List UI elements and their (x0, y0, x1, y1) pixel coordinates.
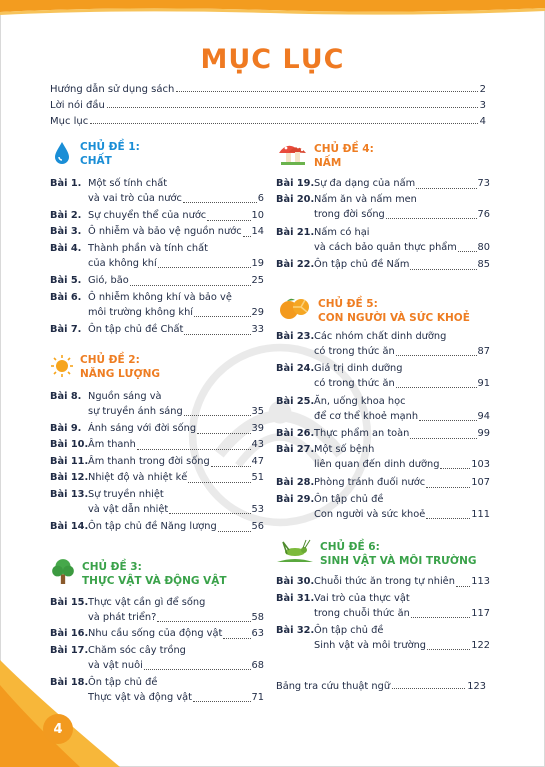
tree-icon (50, 556, 76, 586)
leader-dots (386, 217, 477, 219)
lesson-title: Giá trị dinh dưỡng (314, 363, 403, 374)
topic-heading-5[interactable] (276, 295, 470, 325)
front-matter-item[interactable] (50, 100, 486, 111)
leader-dots (194, 315, 251, 317)
leader-dots (169, 512, 250, 514)
lesson-number: Bài 11. (50, 456, 89, 467)
leader-dots (410, 437, 476, 439)
lesson-number: Bài 7. (50, 324, 82, 335)
leader-dots (426, 517, 470, 519)
lesson-title: Nấm ăn và nấm men (314, 194, 417, 205)
leader-dots (410, 268, 476, 270)
lesson-title-cont: sự truyền ánh sáng (88, 405, 183, 417)
lesson-entry[interactable] (276, 226, 490, 255)
lesson-page: 51 (251, 472, 264, 483)
lesson-number: Bài 24. (276, 363, 315, 374)
lesson-page: 87 (477, 345, 490, 357)
water-drop-icon (50, 140, 74, 166)
lesson-entry[interactable] (276, 476, 490, 491)
leader-dots (184, 333, 250, 335)
lesson-title: Thành phần và tính chất (88, 243, 208, 254)
topic-number: CHỦ ĐỀ 5: (318, 298, 378, 310)
lesson-page: 76 (477, 208, 490, 220)
lesson-title-cont: liên quan đến dinh dưỡng (314, 458, 440, 470)
lesson-number: Bài 5. (50, 275, 82, 286)
lesson-title: Ôn tập chủ đề (314, 494, 384, 505)
lesson-title-cont: và vai trò của nước (88, 192, 182, 204)
lesson-entry[interactable] (50, 390, 264, 419)
lesson-entry[interactable] (50, 242, 264, 271)
lesson-title: Thực phẩm an toàn (314, 428, 410, 439)
lesson-title-cont: và vật dẫn nhiệt (88, 503, 169, 515)
front-matter-page: 3 (479, 100, 486, 111)
lesson-title: Sự truyền nhiệt (88, 489, 164, 500)
lesson-title: Chăm sóc cây trồng (88, 645, 186, 656)
lesson-page: 73 (477, 178, 490, 189)
lesson-number: Bài 6. (50, 292, 82, 303)
lesson-title: Một số tính chất (88, 178, 168, 189)
lesson-entry[interactable] (50, 455, 264, 470)
front-matter-item[interactable] (50, 84, 486, 95)
leader-dots (218, 530, 251, 532)
lesson-title: Một số bệnh (314, 444, 375, 455)
lesson-page: 103 (471, 458, 490, 470)
lesson-title: Nấm có hại (314, 227, 370, 238)
lesson-page: 80 (477, 241, 490, 253)
leader-dots (419, 419, 477, 421)
lesson-page: 71 (251, 691, 264, 703)
lesson-title-cont: trong đời sống (314, 208, 385, 220)
lesson-title: Nhu cầu sống của động vật (88, 628, 223, 639)
lesson-title: Nhiệt độ và nhiệt kế (88, 472, 188, 483)
lesson-page: 113 (471, 576, 490, 587)
lesson-entry[interactable] (50, 596, 264, 625)
lesson-entry[interactable] (276, 330, 490, 359)
front-matter-label: Mục lục (50, 116, 89, 127)
lesson-title-cont: và phát triển? (88, 611, 157, 623)
lesson-entry[interactable] (276, 575, 490, 590)
lesson-title-cont: môi trường không khí (88, 306, 194, 318)
leader-dots (426, 486, 470, 488)
leader-dots (137, 448, 251, 450)
lesson-page: 10 (251, 210, 264, 221)
lesson-title: Các nhóm chất dinh dưỡng (314, 331, 447, 342)
orange-icon (276, 295, 312, 321)
lesson-title: Phòng tránh đuối nước (314, 477, 426, 488)
lesson-entry[interactable] (276, 258, 490, 273)
lesson-page: 29 (251, 306, 264, 318)
lesson-entry[interactable] (50, 274, 264, 289)
lesson-title-cont: có trong thức ăn (314, 377, 395, 389)
lesson-entry[interactable] (276, 592, 490, 621)
lesson-page: 58 (251, 611, 264, 623)
lesson-title-cont: để cơ thể khoẻ mạnh (314, 410, 419, 422)
lesson-number: Bài 19. (276, 178, 315, 189)
lesson-title-cont: có trong thức ăn (314, 345, 395, 357)
lesson-entry[interactable] (276, 395, 490, 424)
lesson-page: 6 (257, 192, 264, 204)
leader-dots (440, 467, 470, 469)
lesson-entry[interactable] (50, 438, 264, 453)
leader-dots (107, 106, 478, 108)
lesson-number: Bài 18. (50, 677, 89, 688)
lesson-page: 122 (471, 639, 490, 651)
lesson-entry[interactable] (276, 493, 490, 522)
lesson-page: 85 (477, 259, 490, 270)
lesson-entry[interactable] (276, 624, 490, 653)
topic-name: CON NGƯỜI VÀ SỨC KHOẺ (318, 312, 470, 324)
lesson-page: 33 (251, 324, 264, 335)
front-matter-item[interactable] (50, 116, 486, 127)
topic-number: CHỦ ĐỀ 4: (314, 143, 374, 155)
top-decorative-band (0, 0, 545, 22)
lesson-page: 35 (251, 405, 264, 417)
lesson-entry[interactable] (276, 443, 490, 472)
lesson-entry[interactable] (276, 362, 490, 391)
lesson-number: Bài 27. (276, 444, 315, 455)
lesson-page: 99 (477, 428, 490, 439)
lesson-number: Bài 4. (50, 243, 82, 254)
lesson-entry[interactable] (50, 422, 264, 437)
lesson-page: 56 (251, 521, 264, 532)
lesson-title-cont: Sinh vật và môi trường (314, 639, 427, 651)
lesson-entry[interactable] (50, 177, 264, 206)
sun-icon (50, 353, 74, 379)
glossary-page: 123 (467, 681, 486, 692)
lesson-entry[interactable] (50, 471, 264, 486)
lesson-number: Bài 3. (50, 226, 82, 237)
mushroom-icon (276, 140, 308, 166)
lesson-page: 53 (251, 503, 264, 515)
lesson-title: Ô nhiễm không khí và bảo vệ (88, 292, 232, 303)
leader-dots (243, 235, 251, 237)
lesson-number: Bài 31. (276, 593, 315, 604)
lesson-title: Ôn tập chủ đề (88, 677, 158, 688)
lesson-number: Bài 23. (276, 331, 315, 342)
lesson-page: 117 (471, 607, 490, 619)
lesson-title: Nguồn sáng và (88, 391, 162, 402)
leader-dots (188, 481, 250, 483)
lesson-number: Bài 8. (50, 391, 82, 402)
lesson-page: 91 (477, 377, 490, 389)
lesson-entry[interactable] (50, 488, 264, 517)
glossary-label: Bảng tra cứu thuật ngữ (276, 681, 391, 692)
lesson-page: 25 (251, 275, 264, 286)
leader-dots (176, 90, 477, 92)
leader-dots (427, 648, 470, 650)
lesson-number: Bài 28. (276, 477, 315, 488)
lesson-title: Ôn tập chủ đề (314, 625, 384, 636)
leader-dots (90, 122, 477, 124)
topic-heading-1[interactable] (50, 140, 140, 168)
topic-heading-2[interactable] (50, 353, 160, 381)
lesson-title: Thực vật cần gì để sống (88, 597, 206, 608)
lesson-entry[interactable] (276, 177, 490, 192)
lesson-page: 63 (251, 628, 264, 639)
lesson-entry[interactable] (50, 520, 264, 535)
lesson-entry[interactable] (50, 225, 264, 240)
leader-dots (130, 284, 251, 286)
grasshopper-icon (276, 538, 314, 564)
lesson-title-cont: và vật nuôi (88, 659, 143, 671)
front-matter-page: 2 (479, 84, 486, 95)
leader-dots (456, 585, 470, 587)
lesson-title: Ô nhiễm và bảo vệ nguồn nước (88, 226, 242, 237)
lesson-title: Âm thanh trong đời sống (88, 456, 210, 467)
topic-name: CHẤT (80, 155, 112, 167)
topic-name: THỰC VẬT VÀ ĐỘNG VẬT (82, 575, 227, 587)
topic-name: NẤM (314, 157, 342, 169)
leader-dots (158, 266, 251, 268)
lesson-page: 43 (251, 439, 264, 450)
leader-dots (396, 386, 477, 388)
leader-dots (396, 354, 477, 356)
topic-number: CHỦ ĐỀ 2: (80, 354, 140, 366)
lesson-title: Âm thanh (88, 439, 136, 450)
lesson-page: 19 (251, 257, 264, 269)
lesson-title-cont: Thực vật và động vật (88, 691, 192, 703)
lesson-number: Bài 29. (276, 494, 315, 505)
front-matter-label: Lời nói đầu (50, 100, 105, 111)
lesson-number: Bài 10. (50, 439, 89, 450)
lesson-number: Bài 30. (276, 576, 315, 587)
lesson-title: Ăn, uống khoa học (314, 396, 406, 407)
leader-dots (211, 465, 251, 467)
topic-name: SINH VẬT VÀ MÔI TRƯỜNG (320, 555, 477, 567)
lesson-number: Bài 25. (276, 396, 315, 407)
lesson-number: Bài 21. (276, 227, 315, 238)
lesson-page: 39 (251, 423, 264, 434)
leader-dots (183, 201, 257, 203)
lesson-number: Bài 22. (276, 259, 315, 270)
leader-dots (157, 620, 250, 622)
front-matter-page: 4 (479, 116, 486, 127)
lesson-title-cont: trong chuỗi thức ăn (314, 607, 410, 619)
topic-name: NĂNG LƯỢNG (80, 368, 161, 380)
lesson-number: Bài 14. (50, 521, 89, 532)
page-number-badge: 4 (43, 714, 73, 744)
lesson-entry[interactable] (276, 193, 490, 222)
lesson-title: Ánh sáng với đời sống (88, 423, 197, 434)
lesson-page: 68 (251, 659, 264, 671)
lesson-number: Bài 12. (50, 472, 89, 483)
lesson-title-cont: của không khí (88, 257, 157, 269)
lesson-entry[interactable] (50, 291, 264, 320)
front-matter-label: Hướng dẫn sử dụng sách (50, 84, 175, 95)
lesson-entry[interactable] (50, 323, 264, 338)
topic-heading-6[interactable] (276, 538, 477, 568)
leader-dots (416, 187, 476, 189)
lesson-number: Bài 1. (50, 178, 82, 189)
lesson-number: Bài 16. (50, 628, 89, 639)
lesson-number: Bài 9. (50, 423, 82, 434)
lesson-number: Bài 2. (50, 210, 82, 221)
leader-dots (223, 637, 250, 639)
lesson-title: Vai trò của thực vật (314, 593, 410, 604)
lesson-title: Ôn tập chủ đề Năng lượng (88, 521, 217, 532)
page-title: MỤC LỤC (200, 44, 345, 75)
lesson-page: 111 (471, 508, 490, 520)
lesson-title: Chuỗi thức ăn trong tự nhiên (314, 576, 455, 587)
lesson-title: Ôn tập chủ đề Chất (88, 324, 184, 335)
lesson-number: Bài 26. (276, 428, 315, 439)
lesson-number: Bài 17. (50, 645, 89, 656)
lesson-page: 107 (471, 477, 490, 488)
leader-dots (197, 432, 250, 434)
topic-number: CHỦ ĐỀ 1: (80, 141, 140, 153)
lesson-number: Bài 13. (50, 489, 89, 500)
lesson-entry[interactable] (50, 209, 264, 224)
topic-heading-4[interactable] (276, 140, 374, 170)
topic-heading-3[interactable] (50, 556, 227, 588)
lesson-page: 14 (251, 226, 264, 237)
topic-number: CHỦ ĐỀ 6: (320, 541, 380, 553)
lesson-title: Ôn tập chủ đề Nấm (314, 259, 410, 270)
lesson-title: Sự chuyển thể của nước (88, 210, 207, 221)
leader-dots (458, 250, 477, 252)
lesson-title: Gió, bão (88, 275, 129, 286)
lesson-page: 47 (251, 456, 264, 467)
lesson-title-cont: và cách bảo quản thực phẩm (314, 241, 457, 253)
lesson-number: Bài 15. (50, 597, 89, 608)
leader-dots (411, 616, 470, 618)
bottom-decorative-wave (0, 660, 545, 767)
lesson-entry[interactable] (50, 627, 264, 642)
lesson-page: 94 (477, 410, 490, 422)
leader-dots (184, 414, 251, 416)
lesson-number: Bài 20. (276, 194, 315, 205)
lesson-title: Sự đa dạng của nấm (314, 178, 416, 189)
topic-number: CHỦ ĐỀ 3: (82, 561, 142, 573)
lesson-number: Bài 32. (276, 625, 315, 636)
leader-dots (207, 219, 250, 221)
lesson-title-cont: Con người và sức khoẻ (314, 508, 426, 520)
lesson-entry[interactable] (276, 427, 490, 442)
